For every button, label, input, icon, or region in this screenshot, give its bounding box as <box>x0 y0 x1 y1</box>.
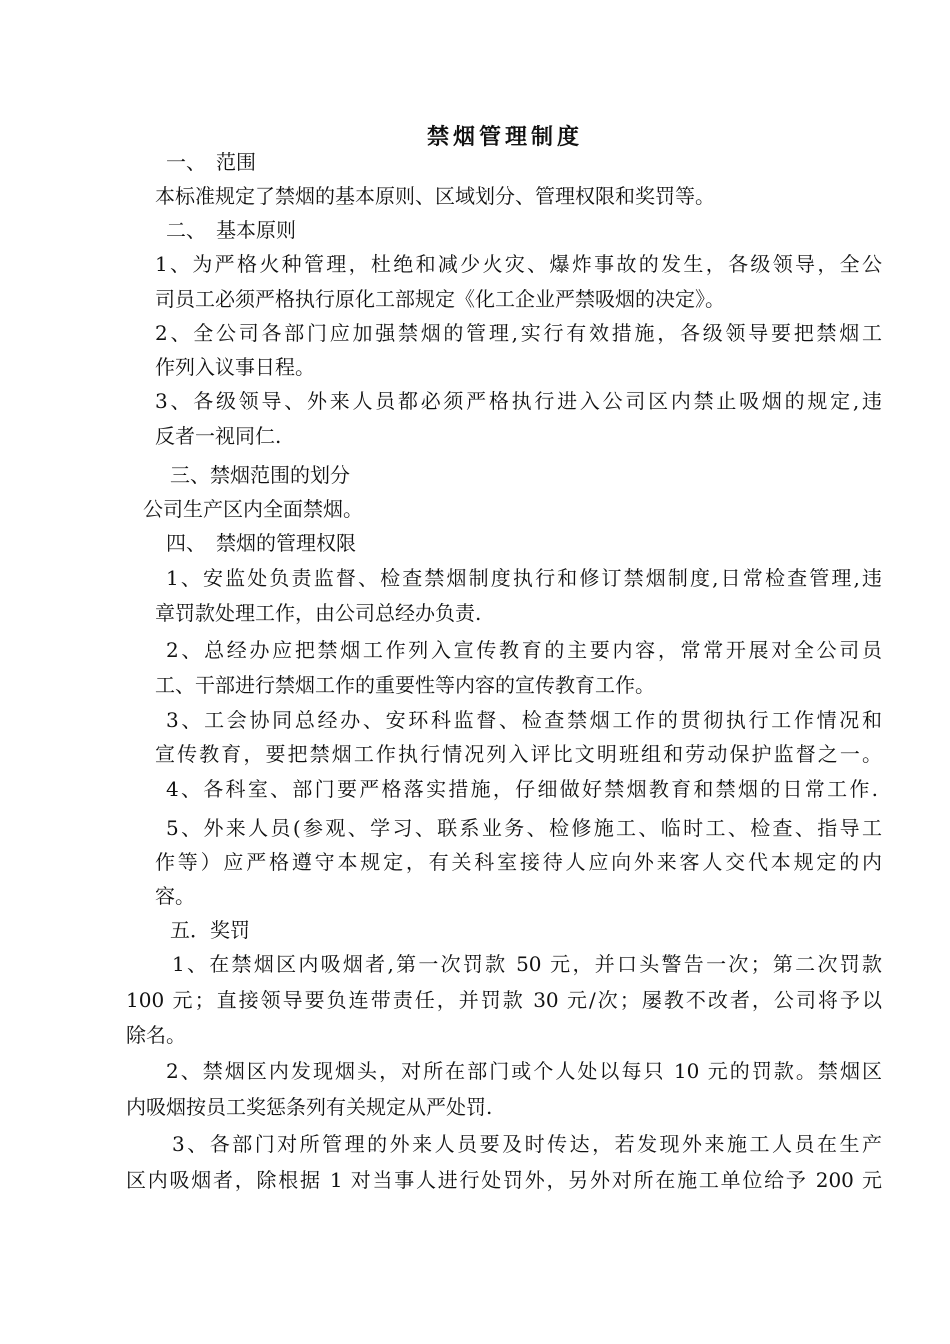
paragraph-line: 1、安监处负责监督、检查禁烟制度执行和修订禁烟制度,日常检查管理,违 <box>166 566 882 590</box>
paragraph-line: 5、外来人员(参观、学习、联系业务、检修施工、临时工、检查、指导工 <box>166 816 882 840</box>
paragraph-line: 3、工会协同总经办、安环科监督、检查禁烟工作的贯彻执行工作情况和 <box>166 708 882 732</box>
section-heading: 二、 基本原则 <box>166 218 296 242</box>
paragraph-line: 章罚款处理工作，由公司总经办负责. <box>155 601 482 625</box>
paragraph-line: 司员工必须严格执行原化工部规定《化工企业严禁吸烟的决定》。 <box>155 287 725 311</box>
paragraph-line: 区内吸烟者，除根据 1 对当事人进行处罚外，另外对所在施工单位给予 200 元 <box>126 1168 882 1192</box>
section-heading: 五．奖罚 <box>170 918 250 942</box>
paragraph-line: 3、各部门对所管理的外来人员要及时传达，若发现外来施工人员在生产 <box>172 1132 882 1156</box>
paragraph-line: 100 元；直接领导要负连带责任，并罚款 30 元/次；屡教不改者，公司将予以 <box>126 988 882 1012</box>
paragraph-line: 作等）应严格遵守本规定，有关科室接待人应向外来客人交代本规定的内 <box>155 850 882 874</box>
paragraph-line: 1、在禁烟区内吸烟者,第一次罚款 50 元，并口头警告一次；第二次罚款 <box>172 952 882 976</box>
section-heading: 四、 禁烟的管理权限 <box>166 531 356 555</box>
paragraph-line: 宣传教育，要把禁烟工作执行情况列入评比文明班组和劳动保护监督之一。 <box>155 742 882 766</box>
section-heading: 一、 范围 <box>166 150 256 174</box>
paragraph-line: 作列入议事日程。 <box>155 355 315 379</box>
paragraph-line: 4、各科室、部门要严格落实措施，仔细做好禁烟教育和禁烟的日常工作. <box>166 777 878 801</box>
paragraph-line: 2、总经办应把禁烟工作列入宣传教育的主要内容，常常开展对全公司员 <box>166 638 882 662</box>
paragraph-line: 2、全公司各部门应加强禁烟的管理,实行有效措施，各级领导要把禁烟工 <box>155 321 882 345</box>
paragraph-line: 本标准规定了禁烟的基本原则、区域划分、管理权限和奖罚等。 <box>155 184 715 208</box>
paragraph-line: 公司生产区内全面禁烟。 <box>143 497 363 521</box>
paragraph-line: 3、各级领导、外来人员都必须严格执行进入公司区内禁止吸烟的规定,违 <box>155 389 882 413</box>
paragraph-line: 反者一视同仁. <box>155 424 282 448</box>
paragraph-line: 1、为严格火种管理，杜绝和减少火灾、爆炸事故的发生，各级领导，全公 <box>155 252 882 276</box>
section-heading: 三、禁烟范围的划分 <box>170 463 350 487</box>
paragraph-line: 2、禁烟区内发现烟头，对所在部门或个人处以每只 10 元的罚款。禁烟区 <box>166 1059 882 1083</box>
paragraph-line: 容。 <box>155 884 195 908</box>
paragraph-line: 除名。 <box>126 1023 186 1047</box>
paragraph-line: 内吸烟按员工奖惩条列有关规定从严处罚. <box>126 1095 493 1119</box>
document-title: 禁烟管理制度 <box>426 125 583 150</box>
paragraph-line: 工、干部进行禁烟工作的重要性等内容的宣传教育工作。 <box>155 673 655 697</box>
